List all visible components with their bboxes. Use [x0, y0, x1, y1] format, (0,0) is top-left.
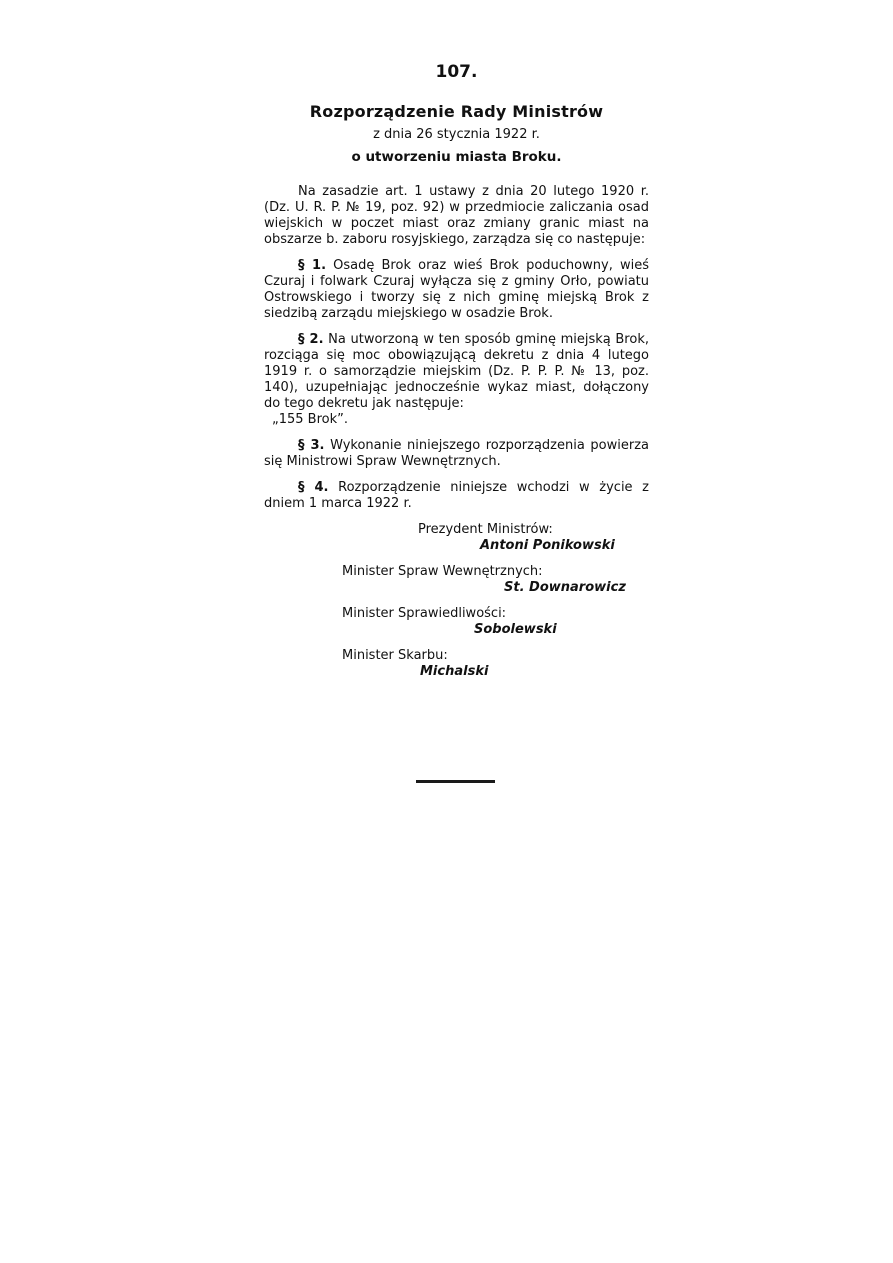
preamble: Na zasadzie art. 1 ustawy z dnia 20 lutego 1920 r. (Dz. U. R. P. № 19, poz. 92) w przedmiocie zaliczania osad wiejskich w poczet miast oraz zmiany granic miast na obszarze b. zaboru rosyjskiego, zarządza się co następuje: [264, 184, 649, 247]
section-label: § 1. [298, 258, 327, 273]
section-text: Na utworzoną w ten sposób gminę miejską Brok, rozciąga się moc obowiązującą dekretu z dnia 4 lutego 1919 r. o samorządzie miejskim (Dz. P. P. P. № 13, poz. 140), uzupełniając jednocześnie wykaz miast, dołączony do tego dekretu jak następuje: [264, 332, 649, 411]
closing-rule [416, 780, 495, 783]
signature-name: Antoni Ponikowski [480, 538, 615, 553]
section-1 [264, 258, 649, 322]
document-title: Rozporządzenie Rady Ministrów [309, 102, 604, 121]
signature-interior-minister [342, 564, 649, 596]
section-label: § 4. [298, 480, 329, 495]
document-column [264, 62, 649, 690]
signature-prime-minister [418, 522, 649, 554]
signature-name: Sobolewski [474, 622, 557, 637]
document-subject: o utworzeniu miasta Broku. [351, 149, 562, 165]
section-2 [264, 332, 649, 428]
signature-role: Minister Spraw Wewnętrznych: [342, 564, 543, 579]
signature-treasury-minister [342, 648, 649, 680]
signature-role: Prezydent Ministrów: [418, 522, 553, 537]
section-4 [264, 480, 649, 512]
section-quote: „155 Brok”. [272, 412, 349, 427]
section-text: Osadę Brok oraz wieś Brok poduchowny, wieś Czuraj i folwark Czuraj wyłącza się z gminy Orło, powiatu Ostrowskiego i tworzy się z nich gminę miejską Brok z siedzibą zarządu miejskiego w osadzie Brok. [264, 258, 649, 321]
signature-name: Michalski [420, 664, 489, 679]
signature-role: Minister Skarbu: [342, 648, 448, 663]
signature-name: St. Downarowicz [504, 580, 626, 595]
document-number: 107. [435, 62, 478, 82]
section-label: § 3. [298, 438, 325, 453]
section-text: Rozporządzenie niniejsze wchodzi w życie z dniem 1 marca 1922 r. [264, 480, 649, 511]
section-3 [264, 438, 649, 470]
section-text: Wykonanie niniejszego rozporządzenia powierza się Ministrowi Spraw Wewnętrznych. [264, 438, 649, 469]
section-label: § 2. [298, 332, 324, 347]
signature-role: Minister Sprawiedliwości: [342, 606, 507, 621]
signature-justice-minister [342, 606, 649, 638]
signatures [264, 522, 649, 680]
document-date: z dnia 26 stycznia 1922 r. [373, 127, 540, 142]
